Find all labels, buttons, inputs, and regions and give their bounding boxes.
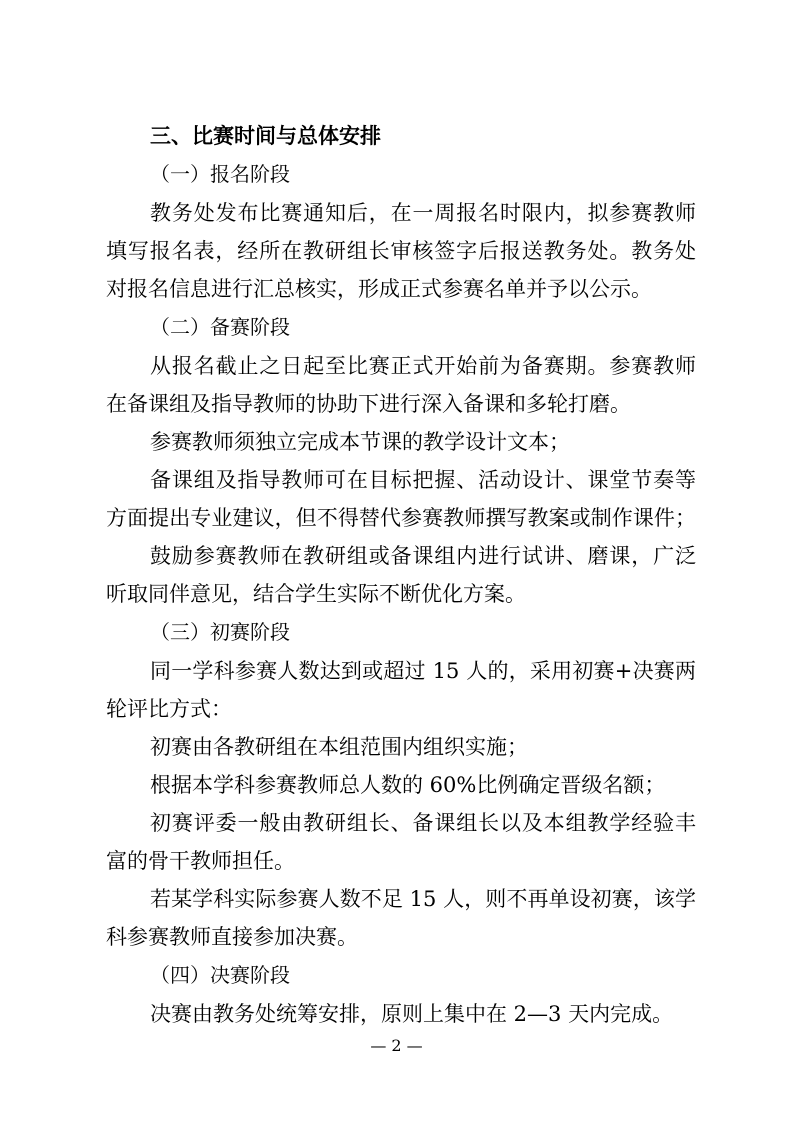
- subsection-title-preparation: （二）备赛阶段: [150, 315, 290, 339]
- paragraph-line: 根据本学科参赛教师总人数的 60%比例确定晋级名额；: [150, 773, 666, 797]
- paragraph-line: 初赛由各教研组在本组范围内组织实施；: [150, 735, 528, 759]
- page-number: — 2 —: [370, 1036, 423, 1055]
- subsection-title-final: （四）决赛阶段: [150, 963, 290, 987]
- paragraph-line: 备课组及指导教师可在目标把握、活动设计、课堂节奏等: [150, 468, 696, 492]
- paragraph-line: 决赛由教务处统筹安排，原则上集中在 2—3 天内完成。: [150, 1002, 674, 1026]
- paragraph-line: 轮评比方式：: [106, 697, 232, 721]
- paragraph-line: 科参赛教师直接参加决赛。: [106, 925, 358, 949]
- paragraph-line: 方面提出专业建议，但不得替代参赛教师撰写教案或制作课件；: [106, 506, 696, 530]
- paragraph-line: 填写报名表，经所在教研组长审核签字后报送教务处。教务处: [106, 239, 696, 263]
- paragraph-line: 若某学科实际参赛人数不足 15 人，则不再单设初赛，该学: [150, 887, 696, 911]
- paragraph-line: 初赛评委一般由教研组长、备课组长以及本组教学经验丰: [150, 811, 696, 835]
- paragraph-line: 教务处发布比赛通知后，在一周报名时限内，拟参赛教师: [150, 201, 696, 225]
- paragraph-line: 参赛教师须独立完成本节课的教学设计文本；: [150, 430, 570, 454]
- subsection-title-preliminary: （三）初赛阶段: [150, 620, 290, 644]
- section-heading: 三、比赛时间与总体安排: [150, 124, 381, 148]
- subsection-title-registration: （一）报名阶段: [150, 162, 290, 186]
- paragraph-line: 富的骨干教师担任。: [106, 849, 295, 873]
- paragraph-line: 同一学科参赛人数达到或超过 15 人的，采用初赛+决赛两: [150, 659, 696, 683]
- paragraph-line: 听取同伴意见，结合学生实际不断优化方案。: [106, 582, 526, 606]
- paragraph-line: 在备课组及指导教师的协助下进行深入备课和多轮打磨。: [106, 392, 631, 416]
- paragraph-line: 对报名信息进行汇总核实，形成正式参赛名单并予以公示。: [106, 277, 652, 301]
- paragraph-line: 鼓励参赛教师在教研组或备课组内进行试讲、磨课，广泛: [150, 544, 696, 568]
- paragraph-line: 从报名截止之日起至比赛正式开始前为备赛期。参赛教师: [150, 354, 696, 378]
